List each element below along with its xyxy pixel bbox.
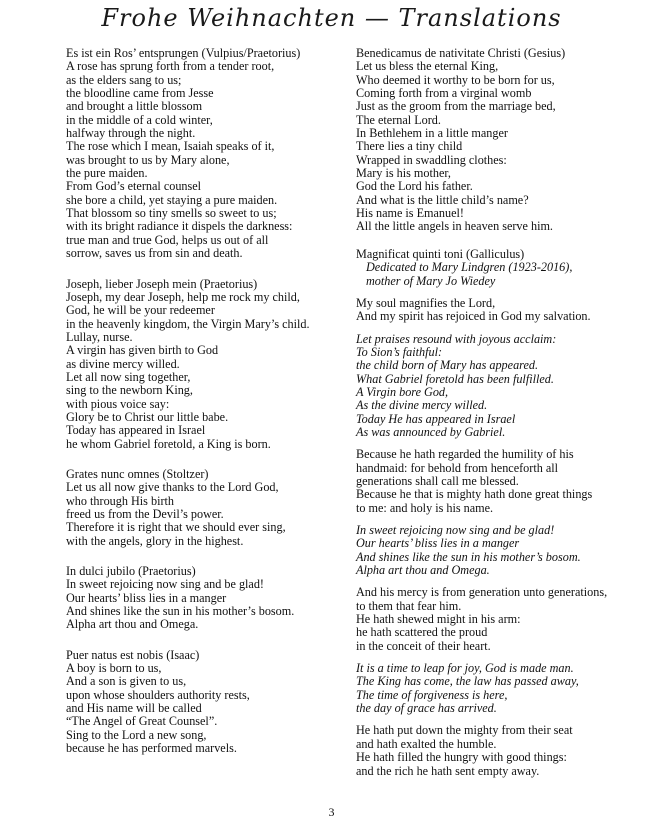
- verse-line: Today has appeared in Israel: [66, 423, 206, 438]
- verse-line: His name is Emanuel!: [356, 206, 464, 221]
- verse-line: as divine mercy willed.: [66, 356, 180, 371]
- verse-line: Our hearts’ bliss lies in a manger: [66, 590, 227, 605]
- verse-line: halfway through the night.: [66, 126, 196, 141]
- verse-line: And what is the little child’s name?: [356, 192, 529, 207]
- page-title: Frohe Weihnachten — Translations: [101, 4, 562, 32]
- verse-line: freed us from the Devil’s power.: [66, 507, 224, 521]
- verse-line: My soul magnifies the Lord,: [356, 295, 496, 310]
- verse-line: Mary is his mother,: [356, 166, 451, 181]
- right-column: [356, 47, 646, 787]
- verse-line: Therefore it is right that we should ever sing,: [66, 520, 286, 535]
- verse-line: Today He has appeared in Israel: [356, 411, 516, 426]
- verse-line: because he has performed marvels.: [66, 741, 237, 756]
- verse-line: Let praises resound with joyous acclaim:: [356, 331, 557, 346]
- verse-line: to them that fear him.: [356, 598, 462, 613]
- song-magnificat: [356, 248, 646, 288]
- song-grates-nunc-omnes: [66, 468, 341, 548]
- verse-line: Coming forth from a virginal womb: [356, 86, 532, 101]
- verse-line: The time of forgiveness is here,: [356, 687, 508, 702]
- verse-line: and brought a little blossom: [66, 99, 203, 114]
- verse-line: Wrapped in swaddling clothes:: [356, 152, 507, 167]
- verse-line: Because he that is mighty hath done great things: [356, 487, 593, 502]
- verse-line: as the elders sang to us;: [66, 72, 182, 87]
- refrain-stanza: [356, 662, 646, 715]
- song-joseph-lieber-joseph: [66, 278, 341, 451]
- verse-line: And a son is given to us,: [66, 674, 187, 689]
- refrain-stanza: [356, 333, 646, 440]
- verse-line: And shines like the sun in his mother’s bosom.: [356, 549, 581, 564]
- verse-line: That blossom so tiny smells so sweet to us;: [66, 206, 277, 221]
- song-heading: Joseph, lieber Joseph mein (Praetorius): [66, 276, 258, 291]
- song-heading: Es ist ein Ros’ entsprungen (Vulpius/Praetorius): [66, 46, 301, 60]
- canticle-stanza: [356, 448, 646, 515]
- verse-line: And shines like the sun in his mother’s bosom.: [66, 604, 295, 619]
- verse-line: A Virgin bore God,: [356, 384, 449, 399]
- verse-line: sing to the newborn King,: [66, 383, 193, 398]
- verse-line: Our hearts’ bliss lies in a manger: [356, 536, 520, 551]
- dedication-line: Dedicated to Mary Lindgren (1923-2016),: [366, 260, 573, 275]
- canticle-stanza: [356, 724, 646, 777]
- verse-line: she bore a child, yet staying a pure maiden.: [66, 192, 278, 207]
- verse-line: he hath scattered the proud: [356, 625, 488, 640]
- verse-line: true man and true God, helps us out of all: [66, 232, 269, 247]
- verse-line: Let us all now give thanks to the Lord God,: [66, 480, 279, 495]
- verse-line: The eternal Lord.: [356, 112, 441, 127]
- refrain-stanza: [356, 524, 646, 577]
- verse-line: with the angels, glory in the highest.: [66, 533, 244, 548]
- verse-line: In sweet rejoicing now sing and be glad!: [66, 577, 264, 592]
- verse-line: He hath shewed might in his arm:: [356, 612, 521, 627]
- verse-line: Glory be to Christ our little babe.: [66, 409, 229, 424]
- song-heading: Magnificat quinti toni (Galliculus): [356, 246, 525, 261]
- verse-line: It is a time to leap for joy, God is made man.: [356, 661, 574, 676]
- left-column: [66, 47, 341, 773]
- verse-line: The rose which I mean, Isaiah speaks of it,: [66, 139, 275, 154]
- verse-line: Because he hath regarded the humility of his: [356, 447, 574, 462]
- verse-line: Who deemed it worthy to be born for us,: [356, 72, 555, 87]
- song-in-dulci-jubilo: [66, 565, 341, 632]
- verse-line: upon whose shoulders authority rests,: [66, 687, 250, 702]
- verse-line: From God’s eternal counsel: [66, 179, 202, 194]
- verse-line: In sweet rejoicing now sing and be glad!: [356, 523, 555, 537]
- verse-line: with its bright radiance it dispels the darkness:: [66, 219, 293, 234]
- verse-line: the bloodline came from Jesse: [66, 86, 214, 101]
- verse-line: As the divine mercy willed.: [356, 398, 488, 413]
- verse-line: And his mercy is from generation unto generations,: [356, 585, 608, 600]
- verse-line: and His name will be called: [66, 701, 202, 716]
- verse-line: was brought to us by Mary alone,: [66, 152, 230, 167]
- song-heading: In dulci jubilo (Praetorius): [66, 564, 196, 579]
- verse-line: the day of grace has arrived.: [356, 701, 497, 716]
- song-lines: [66, 60, 341, 260]
- verse-line: Let us bless the eternal King,: [356, 59, 499, 74]
- verse-line: and the rich he hath sent empty away.: [356, 763, 540, 778]
- page-number: 3: [328, 805, 335, 819]
- verse-line: to me: and holy is his name.: [356, 500, 494, 515]
- verse-line: and hath exalted the humble.: [356, 736, 497, 751]
- verse-line: handmaid: for behold from henceforth all: [356, 460, 559, 475]
- canticle-stanza: [356, 297, 646, 324]
- verse-line: A rose has sprung forth from a tender root,: [66, 59, 275, 74]
- verse-line: A virgin has given birth to God: [66, 343, 219, 358]
- song-heading: Grates nunc omnes (Stoltzer): [66, 466, 209, 481]
- verse-line: The King has come, the law has passed away,: [356, 674, 579, 689]
- song-heading: Puer natus est nobis (Isaac): [66, 647, 200, 662]
- verse-line: As was announced by Gabriel.: [356, 424, 506, 439]
- verse-line: There lies a tiny child: [356, 139, 463, 154]
- verse-line: in the conceit of their heart.: [356, 638, 491, 653]
- verse-line: Joseph, my dear Joseph, help me rock my child,: [66, 289, 300, 304]
- canticle-stanza: [356, 586, 646, 653]
- verse-line: God the Lord his father.: [356, 179, 473, 194]
- verse-line: who through His birth: [66, 493, 174, 508]
- song-benedicamus: [356, 47, 646, 234]
- verse-line: And my spirit has rejoiced in God my salvation.: [356, 309, 591, 324]
- verse-line: God, he will be your redeemer: [66, 303, 215, 318]
- verse-line: In Bethlehem in a little manger: [356, 126, 508, 141]
- verse-line: the pure maiden.: [66, 166, 148, 181]
- verse-line: Just as the groom from the marriage bed,: [356, 99, 556, 114]
- song-lines: [66, 662, 341, 755]
- song-puer-natus: [66, 649, 341, 756]
- verse-line: “The Angel of Great Counsel”.: [66, 714, 218, 729]
- verse-line: in the middle of a cold winter,: [66, 112, 213, 127]
- song-lines: [66, 578, 341, 631]
- verse-line: with pious voice say:: [66, 396, 170, 411]
- verse-line: generations shall call me blessed.: [356, 473, 519, 488]
- verse-line: All the little angels in heaven serve him.: [356, 219, 553, 234]
- verse-line: the child born of Mary has appeared.: [356, 358, 538, 373]
- verse-line: Sing to the Lord a new song,: [66, 727, 207, 742]
- verse-line: he whom Gabriel foretold, a King is born.: [66, 436, 271, 451]
- dedication-line: mother of Mary Jo Wiedey: [366, 273, 496, 288]
- verse-line: To Sion’s faithful:: [356, 344, 443, 359]
- verse-line: Lullay, nurse.: [66, 329, 133, 344]
- verse-line: He hath put down the mighty from their seat: [356, 723, 573, 738]
- verse-line: in the heavenly kingdom, the Virgin Mary’s child.: [66, 316, 310, 331]
- verse-line: He hath filled the hungry with good things:: [356, 750, 567, 765]
- verse-line: Alpha art thou and Omega.: [66, 617, 199, 632]
- song-lines: [66, 481, 341, 548]
- song-lines: [66, 291, 341, 451]
- verse-line: What Gabriel foretold has been fulfilled.: [356, 371, 554, 386]
- song-es-ist-ein-ros: [66, 47, 341, 261]
- song-heading: Benedicamus de nativitate Christi (Gesius): [356, 46, 566, 60]
- verse-line: Let all now sing together,: [66, 369, 191, 384]
- magnificat-stanzas: [356, 297, 646, 778]
- verse-line: Alpha art thou and Omega.: [356, 563, 490, 578]
- song-lines: [356, 60, 646, 233]
- verse-line: A boy is born to us,: [66, 661, 162, 676]
- verse-line: sorrow, saves us from sin and death.: [66, 246, 243, 261]
